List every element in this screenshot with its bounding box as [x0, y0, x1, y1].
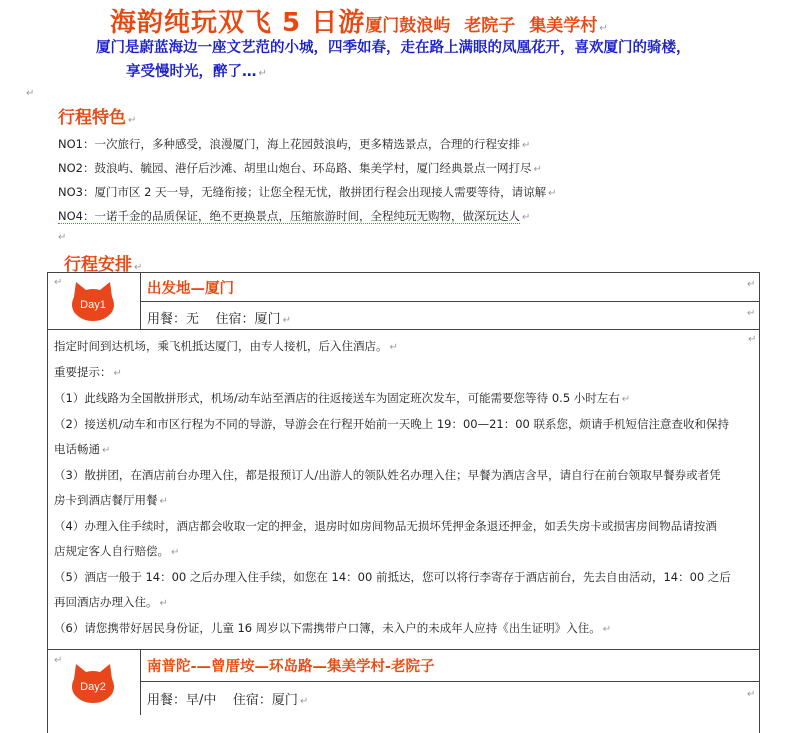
paragraph-mark-icon: ↵: [599, 23, 608, 34]
title-place-1: 厦门鼓浪屿: [365, 16, 451, 36]
day-badge-cell: ↵ Day2: [48, 649, 141, 715]
day-row: ↵ Day2 南普陀-—曾厝垵—环岛路—集美学村-老院子 用餐：早/中 住宿：厦门 ↵ ↵: [48, 649, 759, 715]
schedule-table: ↵ Day1 出发地—厦门 ↵ 用餐：无 住宿：厦门 ↵ ↵ 指定时间到达机场，乘飞机抵达厦门，由专人接机，后入住酒店。 ↵ 重要提示： ↵ （1）此线路为全国散拼形式，机场/动车站至酒店的往返接送车为固定班次发车，可能需要您等待 0.5 小时左右 ↵ （2）接送机/动车和市区行程为不同的导游，导游会在行程开始前一天晚上 19：00—21：00 联系您，烦请手机短信注意查收和保持 电话畅通 ↵ （3）散拼团，在酒店前台办理入住，都是报预订人/出游人的领队姓名办理入住；早餐为酒店含早，请自行在前台领取早餐券或者凭 房卡到酒店餐厅用餐 ↵ （4）办理入住手续时，酒店都会收取一定的押金，退房时如房间物品无损坏凭押金条退还押金，如丢失房卡或损害房间物品请按酒 店规定客人自行赔偿。 ↵ （5）酒店一般于 14：00 之后办理入住手续，如您在 14：00 前抵达，您可以将行李寄存于酒店前台，先去自由活动，14：00 之后 再回酒店办理入住。 ↵ （6）请您携带好居民身份证，儿童 16 周岁以下需携带户口簿，未入户的未成年人应持《出生证明》入住。 ↵ ↵ ↵ Day2 南普陀-—曾厝垵—环岛路—集美学村-老院子 用餐：早/中 住宿：厦门 ↵ ↵: [47, 272, 760, 733]
day-badge-label: Day2: [80, 681, 106, 693]
day-name: 南普陀-—曾厝垵—环岛路—集美学村-老院子: [147, 659, 435, 675]
title-place-2: 老院子: [464, 16, 516, 36]
paragraph-mark-icon: ↵: [26, 88, 35, 99]
day-meals-stay: 用餐：无 住宿：厦门 ↵: [147, 312, 291, 327]
title-main: 海韵纯玩双飞 5 日游: [110, 8, 366, 38]
schedule-title: 行程安排 ↵: [64, 255, 143, 275]
feature-item: NO4：一诺千金的品质保证，绝不更换景点，压缩旅游时间，全程纯玩无购物，做深玩达人 ↵: [58, 209, 531, 223]
title-place-3: 集美学村: [529, 16, 598, 36]
cat-face-icon: [70, 663, 116, 703]
feature-item: NO1：一次旅行，多种感受，浪漫厦门，海上花园鼓浪屿，更多精选景点，合理的行程安排 ↵: [58, 137, 531, 151]
feature-item: NO3：厦门市区 2 天一导，无缝衔接；让您全程无忧，散拼团行程会出现接人需要等待，请谅解 ↵: [58, 185, 557, 199]
feature-item: NO2：鼓浪屿、毓园、港仔后沙滩、胡里山炮台、环岛路、集美学村，厦门经典景点一网打尽 ↵: [58, 161, 542, 175]
document-title: [110, 2, 608, 39]
intro-line-1: 厦门是蔚蓝海边一座文艺范的小城，四季如春，走在路上满眼的凤凰花开，喜欢厦门的骑楼，: [96, 40, 691, 56]
paragraph-mark-icon: ↵: [258, 68, 267, 79]
day-meals-stay: 用餐：早/中 住宿：厦门 ↵: [147, 693, 309, 708]
features-title: 行程特色 ↵: [58, 108, 137, 128]
cat-face-icon: [70, 281, 116, 321]
day-description: 指定时间到达机场，乘飞机抵达厦门，由专人接机，后入住酒店。 ↵ 重要提示： ↵ （1）此线路为全国散拼形式，机场/动车站至酒店的往返接送车为固定班次发车，可能需要您等待 0.5 小时左右 ↵ （2）接送机/动车和市区行程为不同的导游，导游会在行程开始前一天晚上 19：00—21：00 联系您，烦请手机短信注意查收和保持 电话畅通 ↵ （3）散拼团，在酒店前台办理入住，都是报预订人/出游人的领队姓名办理入住；早餐为酒店含早，请自行在前台领取早餐券或者凭 房卡到酒店餐厅用餐 ↵ （4）办理入住手续时，酒店都会收取一定的押金，退房时如房间物品无损坏凭押金条退还押金，如丢失房卡或损害房间物品请按酒 店规定客人自行赔偿。 ↵ （5）酒店一般于 14：00 之后办理入住手续，如您在 14：00 前抵达，您可以将行李寄存于酒店前台，先去自由活动，14：00 之后 再回酒店办理入住。 ↵ （6）请您携带好居民身份证，儿童 16 周岁以下需携带户口簿，未入户的未成年人应持《出生证明》入住。 ↵: [54, 339, 731, 635]
intro-paragraph: [96, 36, 766, 86]
paragraph-mark-icon: ↵: [58, 232, 67, 243]
intro-line-2: 享受慢时光，醉了…: [126, 64, 257, 80]
day-badge-cell: ↵ Day1: [48, 273, 141, 329]
day-badge-label: Day1: [80, 299, 106, 311]
day-name: 出发地—厦门: [147, 281, 234, 297]
day-row: ↵ Day1 出发地—厦门 ↵ 用餐：无 住宿：厦门 ↵ ↵: [48, 273, 759, 329]
